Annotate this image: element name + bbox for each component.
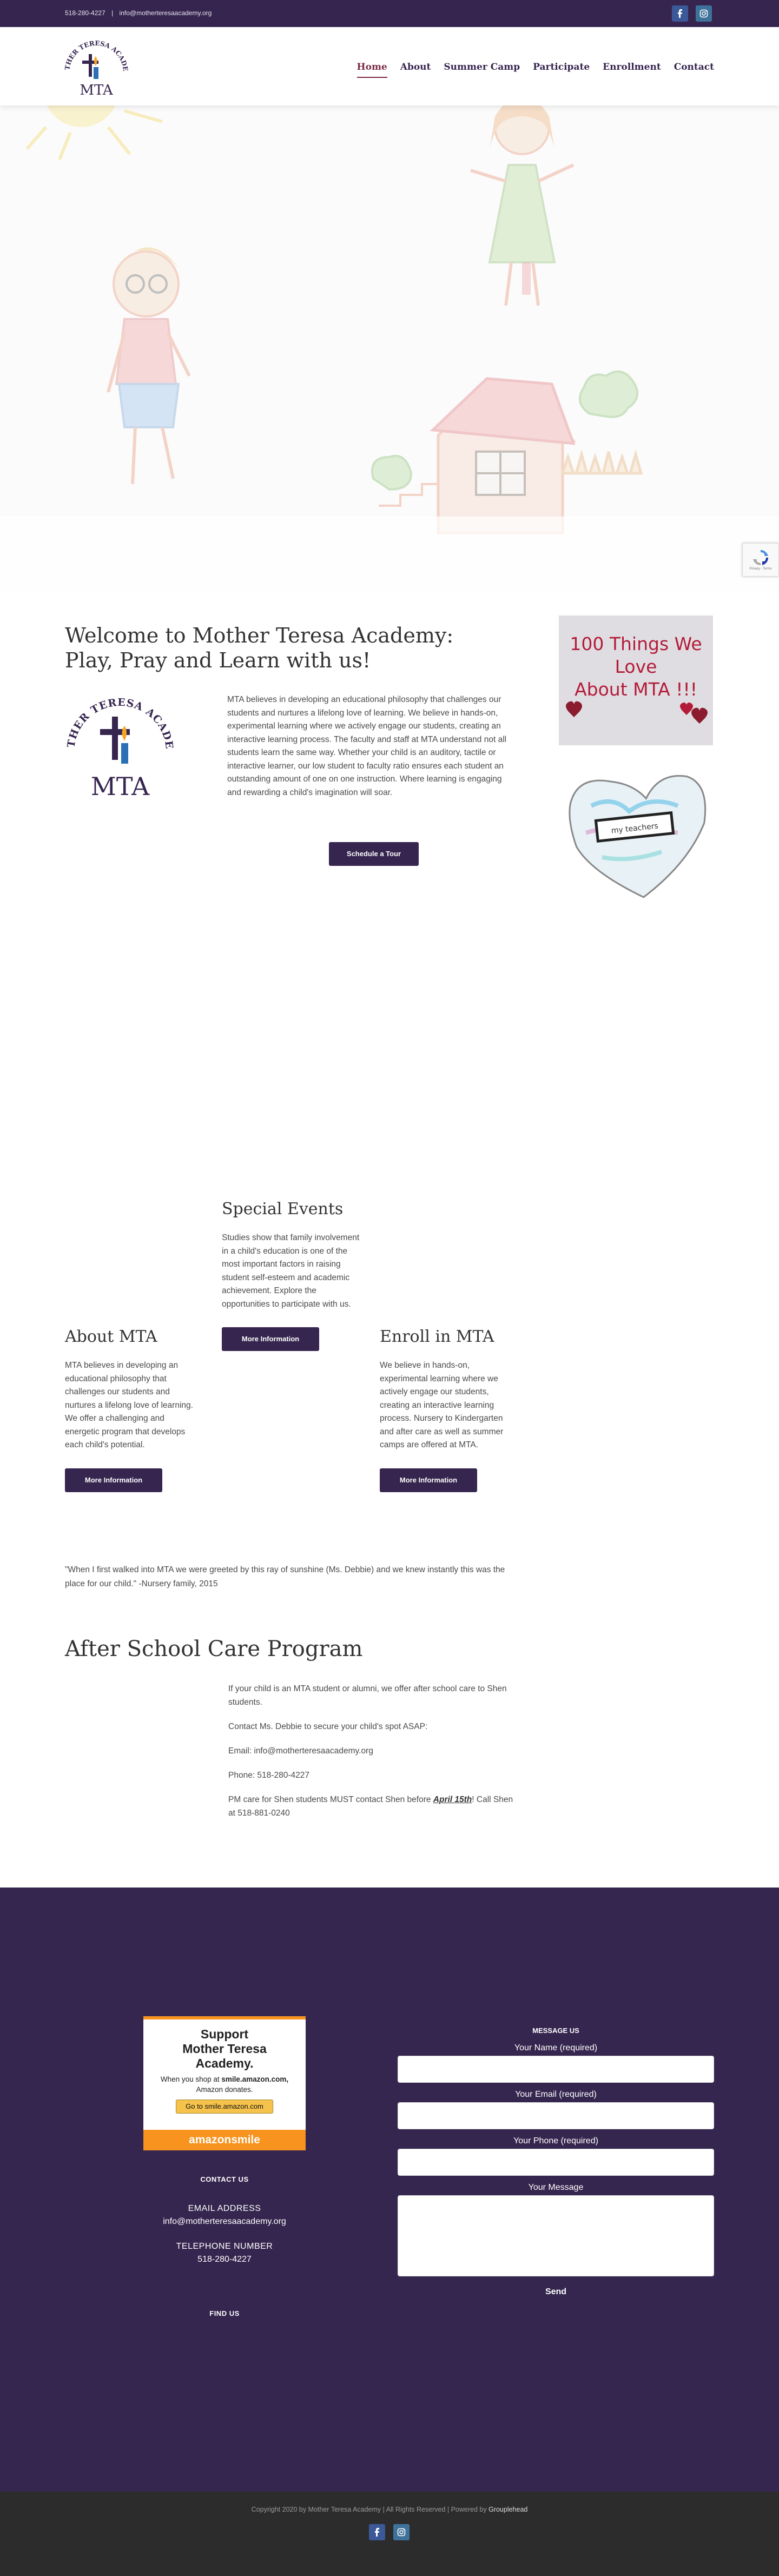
enroll-more-info-button[interactable]: More Information — [380, 1468, 477, 1492]
nav-summer-camp[interactable]: Summer Camp — [444, 62, 520, 72]
after-school-phone: Phone: 518-280-4227 — [228, 1771, 309, 1780]
name-input[interactable] — [398, 2056, 714, 2083]
after-school-p1: If your child is an MTA student or alumni, we offer after school care to Shen students. — [228, 1684, 507, 1707]
after-school-title: After School Care Program — [65, 1637, 363, 1661]
footer-phone[interactable]: 518-280-4227 — [197, 2255, 252, 2264]
svg-text:MOTHER TERESA ACADEMY: THER TERESA ACADE — [63, 39, 130, 72]
message-textarea[interactable] — [398, 2195, 714, 2276]
mta-logo — [61, 687, 180, 803]
message-form — [398, 2027, 714, 2297]
testimonial-quote: "When I first walked into MTA we were greeted by this ray of sunshine (Ms. Debbie) and we knew instantly this was the place for our child." -Nursery family, 2015 — [65, 1565, 505, 1588]
top-contact — [65, 9, 216, 17]
welcome-title — [65, 623, 476, 673]
amazon-go-button[interactable]: Go to smile.amazon.com — [176, 2100, 273, 2114]
welcome-body: MTA believes in developing an educational philosophy that challenges our students and nurtures a lifelong love of learning. We believe in hands-on, experimental learning where we actively engage our students, creating an interactive learning process. The faculty and staff at MTA understand not all students learn the same way. Whether your child is an auditory, tactile or interactive learner, our low student to faculty ratio ensures each student an outstanding amount of one on one instruction. Where learning is engaging and rewarding a child's imagination will soar. — [227, 695, 507, 797]
about-mta-body: MTA believes in developing an educational philosophy that challenges our students and nurtures a lifelong love of learning. We offer a challenging and energetic program that develops each child's potential. — [65, 1361, 193, 1449]
name-label: Your Name (required) — [514, 2043, 598, 2052]
welcome-title-line1: Welcome to Mother Teresa Academy: — [65, 624, 454, 647]
amazon-title-line3: Academy. — [195, 2056, 254, 2070]
top-bar — [0, 0, 779, 27]
email-address-label: EMAIL ADDRESS — [188, 2204, 261, 2213]
top-phone[interactable]: 518-280-4227 — [65, 9, 105, 17]
amazon-sub-line2: Amazon donates. — [196, 2085, 253, 2094]
message-us-heading: MESSAGE US — [532, 2027, 579, 2035]
site-logo[interactable] — [58, 34, 134, 101]
amazon-subtext — [143, 2074, 306, 2095]
enroll-body: We believe in hands-on, experimental learning where we actively engage our students, creating an interactive learning process. Nursery to Kindergarten and after care as well as summer camps are offered at MTA. — [380, 1361, 504, 1449]
top-email[interactable]: info@motherteresaacademy.org — [119, 9, 212, 17]
recaptcha-badge[interactable] — [742, 543, 779, 577]
hero-illustration — [0, 105, 779, 592]
recaptcha-links[interactable]: Privacy - Terms — [749, 567, 772, 571]
nav-enrollment[interactable]: Enrollment — [603, 62, 661, 72]
about-more-info-button[interactable]: More Information — [65, 1468, 162, 1492]
things-line1: 100 Things We — [570, 633, 702, 654]
enroll-section — [380, 1327, 515, 1492]
nav-participate[interactable]: Participate — [533, 62, 590, 72]
copyright-text: Copyright 2020 by Mother Teresa Academy | All Rights Reserved | Powered by — [251, 2506, 489, 2513]
nav-contact[interactable]: Contact — [674, 62, 714, 72]
powered-by-link[interactable]: Grouplehead — [488, 2506, 528, 2513]
facebook-icon[interactable] — [672, 5, 688, 22]
bottom-bar — [0, 2492, 779, 2576]
about-mta-section — [65, 1327, 200, 1492]
phone-input[interactable] — [398, 2149, 714, 2176]
special-events-title: Special Events — [222, 1200, 344, 1219]
amazon-title — [143, 2027, 306, 2071]
main-nav — [357, 62, 714, 78]
footer-instagram-icon[interactable] — [393, 2524, 410, 2540]
things-line3: About MTA !!! — [575, 679, 697, 700]
svg-text:MTA: MTA — [90, 772, 150, 801]
after-school-deadline: April 15th — [433, 1795, 472, 1804]
amazon-smile-banner[interactable] — [143, 2016, 306, 2150]
after-school-p5 — [228, 1793, 520, 1820]
telephone-label: TELEPHONE NUMBER — [176, 2242, 273, 2251]
things-we-love-title — [559, 633, 713, 701]
amazon-smile-logo: amazonsmile — [143, 2130, 306, 2150]
after-school-p2: Contact Ms. Debbie to secure your child's spot ASAP: — [228, 1722, 428, 1731]
svg-text:MOTHER TERESA ACADEMY: THER TERESA ACADE — [65, 696, 176, 750]
find-us-heading: FIND US — [209, 2309, 240, 2317]
site-footer — [0, 1888, 779, 2492]
special-events-body: Studies show that family involvement in a child's education is one of the most important factors in raising student self-esteem and academic achievement. Explore the opportunities to participate with us. — [222, 1233, 360, 1309]
after-school-body — [228, 1682, 520, 1831]
copyright — [0, 2506, 779, 2513]
footer-facebook-icon[interactable] — [369, 2524, 385, 2540]
schedule-tour-button[interactable]: Schedule a Tour — [329, 842, 419, 866]
instagram-icon[interactable] — [696, 5, 712, 22]
events-more-info-button[interactable]: More Information — [222, 1327, 319, 1351]
top-separator: | — [111, 9, 114, 17]
amazon-title-line1: Support — [200, 2027, 249, 2041]
amazon-sub-bold: smile.amazon.com, — [221, 2075, 289, 2083]
phone-label: Your Phone (required) — [513, 2136, 598, 2145]
contact-us-heading: CONTACT US — [200, 2175, 249, 2183]
after-school-p5-pre: PM care for Shen students MUST contact Shen before — [228, 1795, 433, 1804]
nav-about[interactable]: About — [400, 62, 431, 72]
amazon-sub-pre: When you shop at — [160, 2075, 222, 2083]
svg-text:my teachers: my teachers — [611, 822, 659, 836]
recaptcha-icon — [752, 549, 769, 566]
email-label: Your Email (required) — [515, 2090, 597, 2099]
footer-email[interactable]: info@motherteresaacademy.org — [163, 2217, 286, 2226]
kids-drawing — [0, 105, 779, 592]
after-school-p5-post: ! Call Shen at 518-881-0240 — [228, 1795, 513, 1818]
site-header — [0, 27, 779, 105]
enroll-title: Enroll in MTA — [380, 1327, 494, 1346]
about-mta-title: About MTA — [65, 1327, 157, 1346]
heart-drawing[interactable] — [559, 763, 713, 903]
nav-home[interactable]: Home — [357, 62, 387, 78]
welcome-title-line2: Play, Pray and Learn with us! — [65, 648, 371, 672]
things-line2: Love — [615, 656, 657, 677]
send-button[interactable]: Send — [545, 2287, 567, 2296]
special-events-section — [222, 1200, 362, 1351]
message-label: Your Message — [528, 2183, 584, 2192]
amazon-title-line2: Mother Teresa — [182, 2042, 267, 2056]
email-input[interactable] — [398, 2102, 714, 2129]
after-school-email: Email: info@motherteresaacademy.org — [228, 1746, 373, 1756]
svg-text:MTA: MTA — [80, 82, 113, 98]
